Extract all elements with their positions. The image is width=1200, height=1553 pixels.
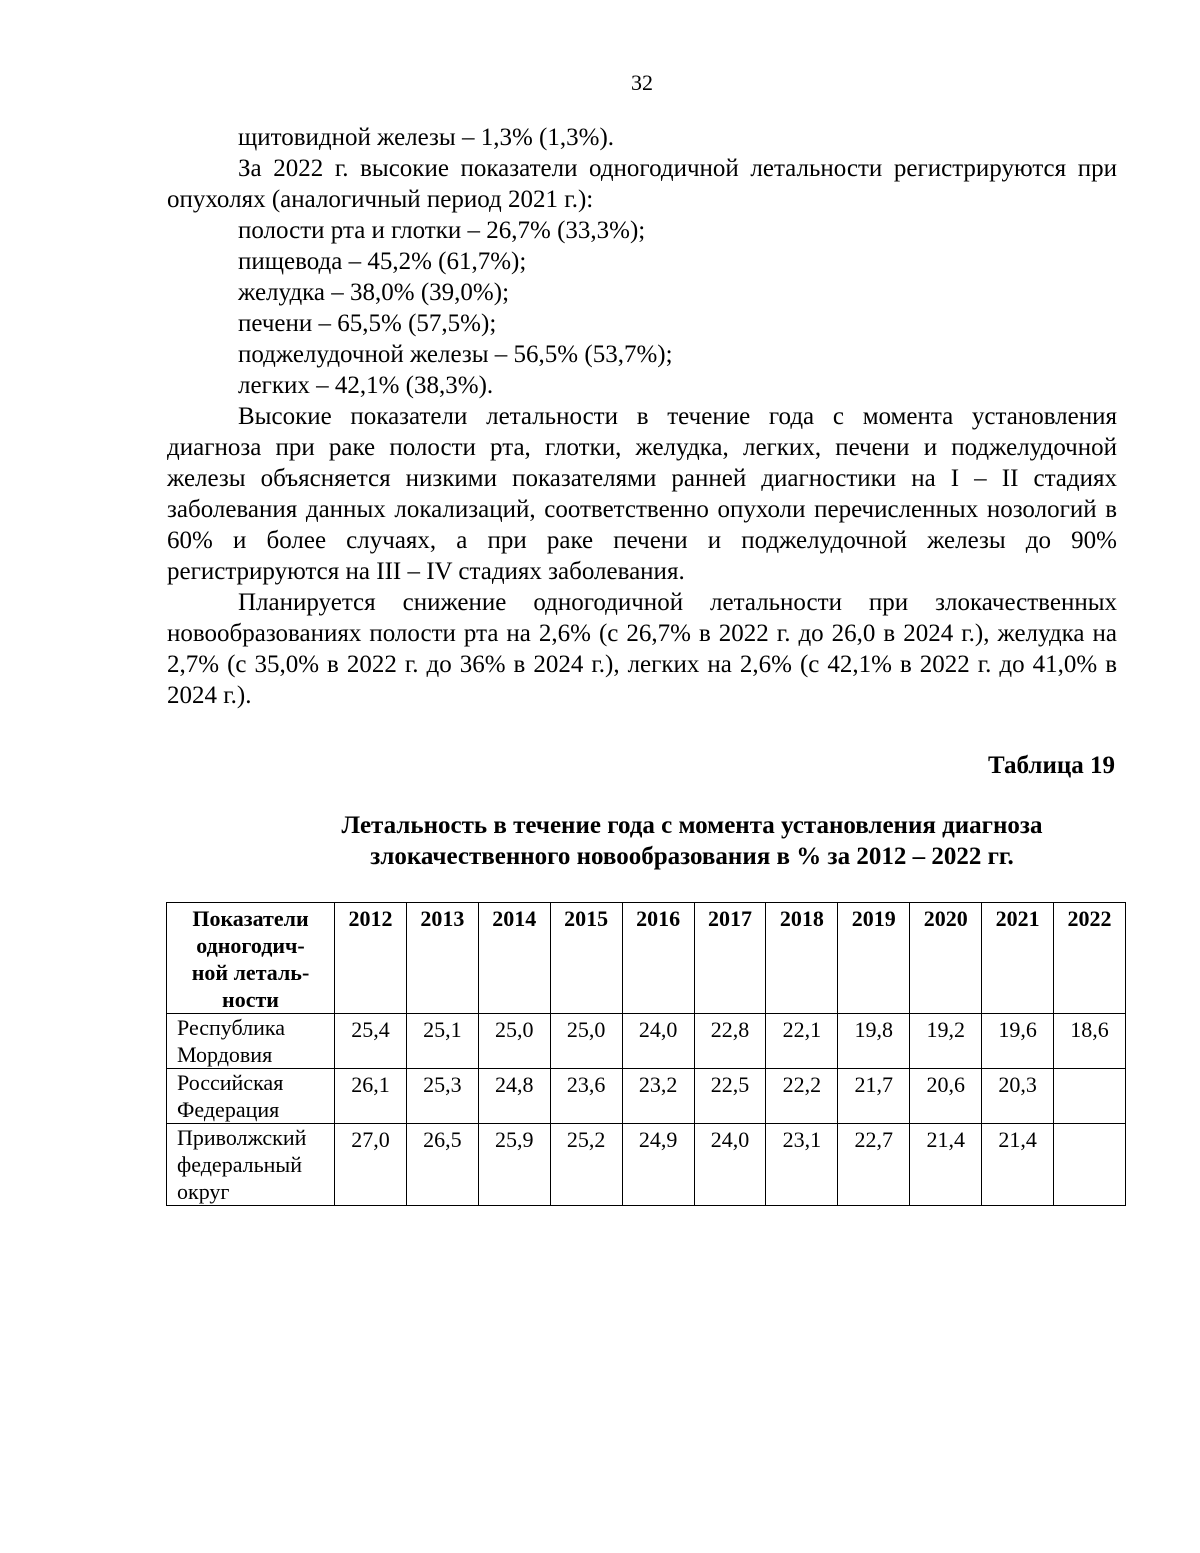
table-cell: 23,2 (622, 1069, 694, 1124)
header-text: ной леталь- (191, 960, 310, 985)
paragraph: Высокие показатели летальности в течение года с момента установления диагноза при раке полости рта, глотки, желудка, легких, печени и поджелудочной железы объясняется низкими показателями ранней диагностики на I – II стадиях заболевания данных локализаций, соответственно опухоли перечисленных нозологий в 60% и более случаях, а при раке печени и поджелудочной железы до 90% регистрируются на III – IV стадиях заболевания. (167, 403, 1117, 585)
table-cell: 20,6 (910, 1069, 982, 1124)
table-cell: 27,0 (335, 1124, 407, 1206)
year-header: 2019 (838, 903, 910, 1014)
table-cell: 26,1 (335, 1069, 407, 1124)
table-cell: 24,9 (622, 1124, 694, 1206)
table-title (167, 810, 1117, 872)
table-cell: 22,7 (838, 1124, 910, 1206)
header-text: одногодич- (196, 933, 305, 958)
row-label-text: федеральный (177, 1152, 302, 1177)
year-header: 2017 (694, 903, 766, 1014)
table-cell: 20,3 (982, 1069, 1054, 1124)
text-line: щитовидной железы – 1,3% (1,3%). (238, 124, 615, 151)
table-cell: 18,6 (1054, 1014, 1126, 1069)
row-label (167, 1014, 335, 1069)
row-label-text: Приволжский (177, 1125, 307, 1150)
year-header: 2013 (406, 903, 478, 1014)
table-cell: 26,5 (406, 1124, 478, 1206)
table-cell: 24,0 (622, 1014, 694, 1069)
list-item: пищевода – 45,2% (61,7%); (238, 248, 527, 275)
table-cell: 21,4 (910, 1124, 982, 1206)
page-number: 32 (631, 70, 653, 95)
header-text: ности (222, 987, 279, 1012)
table-header-row (167, 903, 1126, 1014)
row-label-text: округ (177, 1179, 230, 1204)
table-cell: 25,3 (406, 1069, 478, 1124)
table-cell: 24,8 (478, 1069, 550, 1124)
table-cell: 25,1 (406, 1014, 478, 1069)
row-label-text: Федерация (177, 1097, 280, 1122)
table-row (167, 1124, 1126, 1206)
row-label-text: Республика (177, 1015, 286, 1040)
table-cell: 25,0 (550, 1014, 622, 1069)
table-cell: 23,6 (550, 1069, 622, 1124)
row-label (167, 1124, 335, 1206)
year-header: 2020 (910, 903, 982, 1014)
paragraph: Планируется снижение одногодичной летальности при злокачественных новообразованиях полости рта на 2,6% (с 26,7% в 2022 г. до 26,0 в 2024 г.), желудка на 2,7% (с 35,0% в 2022 г. до 36% в 2024 г.), легких на 2,6% (с 42,1% в 2022 г. до 41,0% в 2024 г.). (167, 589, 1117, 709)
body-text (167, 122, 1117, 711)
table-cell: 21,7 (838, 1069, 910, 1124)
year-header: 2021 (982, 903, 1054, 1014)
table-cell: 25,9 (478, 1124, 550, 1206)
table-cell: 24,0 (694, 1124, 766, 1206)
table-cell: 25,0 (478, 1014, 550, 1069)
table-cell: 25,2 (550, 1124, 622, 1206)
row-label-text: Российская (177, 1070, 284, 1095)
list-item: печени – 65,5% (57,5%); (238, 310, 497, 337)
table-cell: 22,2 (766, 1069, 838, 1124)
table-cell: 19,2 (910, 1014, 982, 1069)
table-cell: 21,4 (982, 1124, 1054, 1206)
table-label: Таблица 19 (987, 752, 1115, 779)
year-header: 2016 (622, 903, 694, 1014)
year-header: 2022 (1054, 903, 1126, 1014)
header-text: Показатели (192, 906, 309, 931)
list-item: поджелудочной железы – 56,5% (53,7%); (238, 341, 673, 368)
row-label (167, 1069, 335, 1124)
table-row (167, 1069, 1126, 1124)
year-header: 2014 (478, 903, 550, 1014)
table-cell: 23,1 (766, 1124, 838, 1206)
table-cell: 22,5 (694, 1069, 766, 1124)
table-cell: 25,4 (335, 1014, 407, 1069)
table-row (167, 1014, 1126, 1069)
year-header: 2015 (550, 903, 622, 1014)
table-cell: 22,1 (766, 1014, 838, 1069)
row-label-text: Мордовия (177, 1042, 273, 1067)
table-title-line: Летальность в течение года с момента установления диагноза (341, 812, 1043, 839)
table-title-line: злокачественного новообразования в % за 2012 – 2022 гг. (370, 843, 1014, 870)
table-cell: 19,6 (982, 1014, 1054, 1069)
year-header: 2018 (766, 903, 838, 1014)
list-item: полости рта и глотки – 26,7% (33,3%); (238, 217, 646, 244)
table-cell (1054, 1124, 1126, 1206)
year-header: 2012 (335, 903, 407, 1014)
table-cell: 19,8 (838, 1014, 910, 1069)
table-cell: 22,8 (694, 1014, 766, 1069)
list-item: желудка – 38,0% (39,0%); (238, 279, 510, 306)
list-item: легких – 42,1% (38,3%). (238, 372, 494, 399)
paragraph: За 2022 г. высокие показатели одногодичной летальности регистрируются при опухолях (аналогичный период 2021 г.): (167, 155, 1117, 213)
indicator-header (167, 903, 335, 1014)
table-cell (1054, 1069, 1126, 1124)
mortality-table (166, 902, 1126, 1206)
